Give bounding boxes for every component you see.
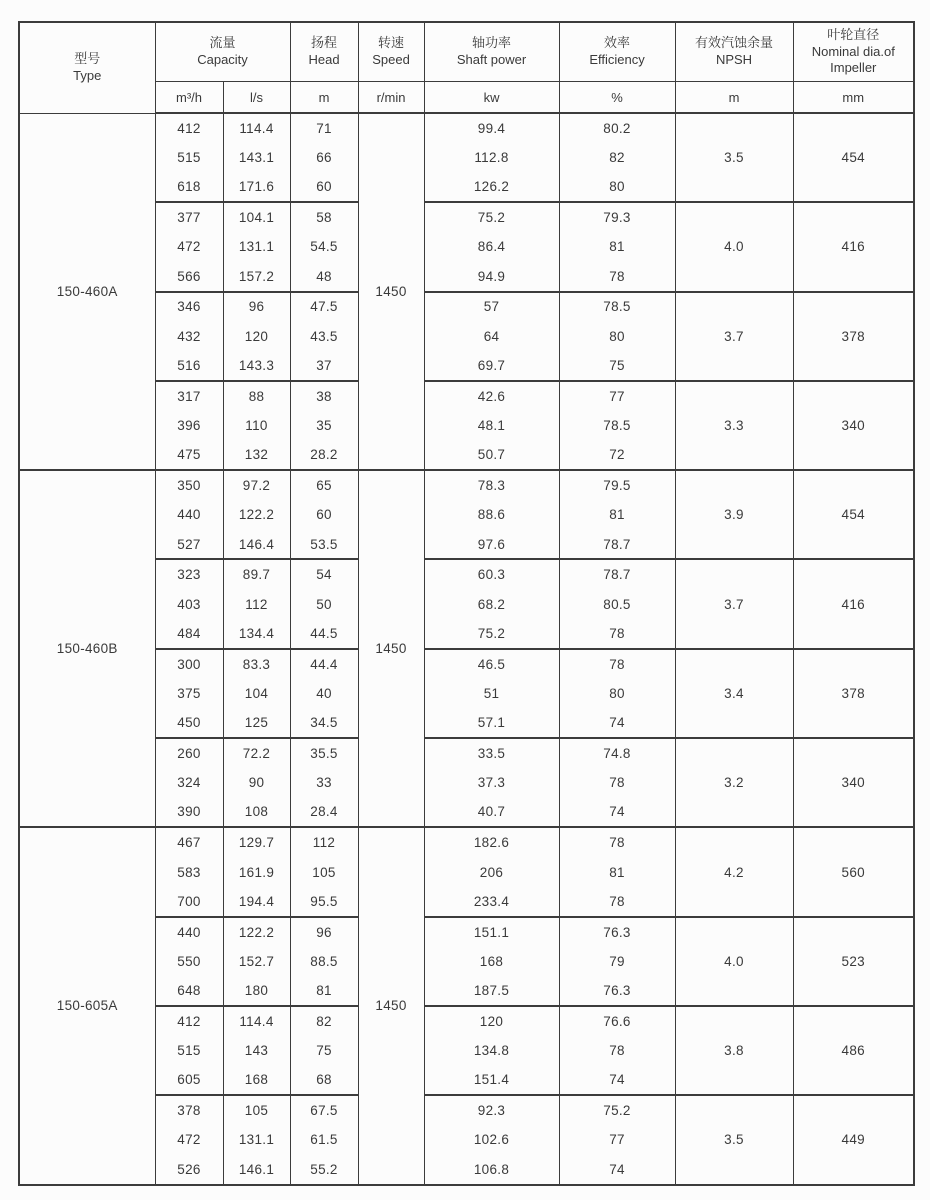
header-labels-row bbox=[19, 22, 914, 82]
head-cell: 81 bbox=[290, 976, 358, 1006]
efficiency-cell: 74 bbox=[559, 798, 675, 828]
shaft-power-cell: 78.3 bbox=[424, 470, 559, 500]
shaft-power-cell: 88.6 bbox=[424, 500, 559, 530]
shaft-power-cell: 99.4 bbox=[424, 113, 559, 143]
capacity-ls-cell: 104.1 bbox=[223, 202, 290, 232]
col-header-capacity-en: Capacity bbox=[197, 52, 248, 67]
shaft-power-cell: 151.4 bbox=[424, 1066, 559, 1096]
impeller-cell: 340 bbox=[793, 738, 914, 827]
capacity-m3h-cell: 377 bbox=[155, 202, 223, 232]
table-header bbox=[19, 22, 914, 113]
col-header-npsh-zh: 有效汽蚀余量 bbox=[695, 35, 774, 51]
capacity-m3h-cell: 350 bbox=[155, 470, 223, 500]
capacity-ls-cell: 122.2 bbox=[223, 500, 290, 530]
head-cell: 44.4 bbox=[290, 649, 358, 679]
col-header-efficiency-en: Efficiency bbox=[589, 52, 645, 67]
capacity-ls-cell: 108 bbox=[223, 798, 290, 828]
npsh-cell: 3.7 bbox=[675, 292, 793, 381]
head-cell: 75 bbox=[290, 1036, 358, 1066]
capacity-m3h-cell: 472 bbox=[155, 1125, 223, 1155]
capacity-m3h-cell: 450 bbox=[155, 708, 223, 738]
capacity-ls-cell: 129.7 bbox=[223, 827, 290, 857]
shaft-power-cell: 233.4 bbox=[424, 887, 559, 917]
unit-impeller: mm bbox=[793, 82, 914, 114]
capacity-m3h-cell: 440 bbox=[155, 917, 223, 947]
speed-cell: 1450 bbox=[358, 827, 424, 1184]
head-cell: 60 bbox=[290, 173, 358, 203]
capacity-m3h-cell: 375 bbox=[155, 679, 223, 709]
shaft-power-cell: 48.1 bbox=[424, 411, 559, 441]
efficiency-cell: 78.7 bbox=[559, 559, 675, 589]
impeller-cell: 416 bbox=[793, 202, 914, 291]
head-cell: 88.5 bbox=[290, 946, 358, 976]
capacity-ls-cell: 131.1 bbox=[223, 232, 290, 262]
table-body bbox=[19, 113, 914, 1185]
head-cell: 35.5 bbox=[290, 738, 358, 768]
type-cell: 150-460A bbox=[19, 113, 155, 470]
efficiency-cell: 78 bbox=[559, 827, 675, 857]
capacity-m3h-cell: 515 bbox=[155, 143, 223, 173]
impeller-cell: 378 bbox=[793, 649, 914, 738]
efficiency-cell: 79 bbox=[559, 946, 675, 976]
col-header-npsh-en: NPSH bbox=[715, 52, 753, 67]
capacity-ls-cell: 146.4 bbox=[223, 530, 290, 560]
efficiency-cell: 82 bbox=[559, 143, 675, 173]
shaft-power-cell: 97.6 bbox=[424, 530, 559, 560]
shaft-power-cell: 86.4 bbox=[424, 232, 559, 262]
capacity-m3h-cell: 566 bbox=[155, 262, 223, 292]
head-cell: 28.4 bbox=[290, 798, 358, 828]
npsh-cell: 3.9 bbox=[675, 470, 793, 559]
head-cell: 112 bbox=[290, 827, 358, 857]
impeller-cell: 454 bbox=[793, 470, 914, 559]
impeller-cell: 486 bbox=[793, 1006, 914, 1095]
capacity-ls-cell: 83.3 bbox=[223, 649, 290, 679]
type-cell: 150-605A bbox=[19, 827, 155, 1184]
head-cell: 47.5 bbox=[290, 292, 358, 322]
shaft-power-cell: 112.8 bbox=[424, 143, 559, 173]
speed-cell: 1450 bbox=[358, 113, 424, 470]
col-header-capacity bbox=[155, 22, 290, 82]
capacity-m3h-cell: 605 bbox=[155, 1066, 223, 1096]
impeller-cell: 560 bbox=[793, 827, 914, 916]
efficiency-cell: 78 bbox=[559, 619, 675, 649]
efficiency-cell: 74 bbox=[559, 1066, 675, 1096]
col-header-efficiency bbox=[559, 22, 675, 82]
head-cell: 54.5 bbox=[290, 232, 358, 262]
efficiency-cell: 78 bbox=[559, 768, 675, 798]
col-header-impeller bbox=[793, 22, 914, 82]
shaft-power-cell: 40.7 bbox=[424, 798, 559, 828]
efficiency-cell: 80.2 bbox=[559, 113, 675, 143]
capacity-m3h-cell: 648 bbox=[155, 976, 223, 1006]
unit-ls: l/s bbox=[223, 82, 290, 114]
efficiency-cell: 79.3 bbox=[559, 202, 675, 232]
head-cell: 96 bbox=[290, 917, 358, 947]
capacity-m3h-cell: 527 bbox=[155, 530, 223, 560]
col-header-impeller-en: Nominal dia.of bbox=[811, 43, 895, 59]
shaft-power-cell: 92.3 bbox=[424, 1095, 559, 1125]
npsh-cell: 4.0 bbox=[675, 917, 793, 1006]
efficiency-cell: 78.5 bbox=[559, 292, 675, 322]
type-cell: 150-460B bbox=[19, 470, 155, 827]
capacity-m3h-cell: 300 bbox=[155, 649, 223, 679]
impeller-cell: 454 bbox=[793, 113, 914, 202]
shaft-power-cell: 42.6 bbox=[424, 381, 559, 411]
capacity-ls-cell: 194.4 bbox=[223, 887, 290, 917]
capacity-m3h-cell: 515 bbox=[155, 1036, 223, 1066]
capacity-ls-cell: 89.7 bbox=[223, 559, 290, 589]
npsh-cell: 4.2 bbox=[675, 827, 793, 916]
col-header-speed-zh: 转速 bbox=[378, 35, 405, 51]
shaft-power-cell: 60.3 bbox=[424, 559, 559, 589]
efficiency-cell: 76.6 bbox=[559, 1006, 675, 1036]
capacity-m3h-cell: 484 bbox=[155, 619, 223, 649]
capacity-m3h-cell: 516 bbox=[155, 351, 223, 381]
capacity-m3h-cell: 526 bbox=[155, 1155, 223, 1185]
npsh-cell: 3.5 bbox=[675, 113, 793, 202]
pump-spec-table bbox=[18, 21, 915, 1186]
head-cell: 40 bbox=[290, 679, 358, 709]
capacity-m3h-cell: 403 bbox=[155, 589, 223, 619]
capacity-ls-cell: 125 bbox=[223, 708, 290, 738]
head-cell: 50 bbox=[290, 589, 358, 619]
col-header-efficiency-zh: 效率 bbox=[604, 35, 631, 51]
head-cell: 68 bbox=[290, 1066, 358, 1096]
shaft-power-cell: 187.5 bbox=[424, 976, 559, 1006]
col-header-head bbox=[290, 22, 358, 82]
shaft-power-cell: 57.1 bbox=[424, 708, 559, 738]
capacity-ls-cell: 131.1 bbox=[223, 1125, 290, 1155]
head-cell: 65 bbox=[290, 470, 358, 500]
capacity-ls-cell: 134.4 bbox=[223, 619, 290, 649]
capacity-m3h-cell: 467 bbox=[155, 827, 223, 857]
impeller-cell: 523 bbox=[793, 917, 914, 1006]
efficiency-cell: 80 bbox=[559, 173, 675, 203]
capacity-ls-cell: 104 bbox=[223, 679, 290, 709]
capacity-m3h-cell: 396 bbox=[155, 411, 223, 441]
capacity-ls-cell: 114.4 bbox=[223, 1006, 290, 1036]
head-cell: 44.5 bbox=[290, 619, 358, 649]
efficiency-cell: 78 bbox=[559, 887, 675, 917]
npsh-cell: 3.7 bbox=[675, 559, 793, 648]
col-header-impeller-en2: Impeller bbox=[830, 60, 877, 76]
efficiency-cell: 80 bbox=[559, 321, 675, 351]
shaft-power-cell: 75.2 bbox=[424, 619, 559, 649]
efficiency-cell: 75 bbox=[559, 351, 675, 381]
shaft-power-cell: 68.2 bbox=[424, 589, 559, 619]
capacity-ls-cell: 152.7 bbox=[223, 946, 290, 976]
npsh-cell: 3.5 bbox=[675, 1095, 793, 1184]
capacity-m3h-cell: 412 bbox=[155, 113, 223, 143]
speed-cell: 1450 bbox=[358, 470, 424, 827]
efficiency-cell: 72 bbox=[559, 440, 675, 470]
shaft-power-cell: 106.8 bbox=[424, 1155, 559, 1185]
head-cell: 33 bbox=[290, 768, 358, 798]
shaft-power-cell: 33.5 bbox=[424, 738, 559, 768]
capacity-ls-cell: 88 bbox=[223, 381, 290, 411]
unit-efficiency: % bbox=[559, 82, 675, 114]
efficiency-cell: 80.5 bbox=[559, 589, 675, 619]
capacity-m3h-cell: 323 bbox=[155, 559, 223, 589]
capacity-ls-cell: 168 bbox=[223, 1066, 290, 1096]
npsh-cell: 3.3 bbox=[675, 381, 793, 470]
col-header-npsh bbox=[675, 22, 793, 82]
shaft-power-cell: 134.8 bbox=[424, 1036, 559, 1066]
head-cell: 60 bbox=[290, 500, 358, 530]
table-row bbox=[19, 470, 914, 500]
capacity-m3h-cell: 550 bbox=[155, 946, 223, 976]
efficiency-cell: 74.8 bbox=[559, 738, 675, 768]
shaft-power-cell: 37.3 bbox=[424, 768, 559, 798]
efficiency-cell: 80 bbox=[559, 679, 675, 709]
impeller-cell: 340 bbox=[793, 381, 914, 470]
head-cell: 53.5 bbox=[290, 530, 358, 560]
capacity-ls-cell: 114.4 bbox=[223, 113, 290, 143]
capacity-m3h-cell: 583 bbox=[155, 857, 223, 887]
efficiency-cell: 75.2 bbox=[559, 1095, 675, 1125]
efficiency-cell: 77 bbox=[559, 381, 675, 411]
capacity-m3h-cell: 700 bbox=[155, 887, 223, 917]
shaft-power-cell: 120 bbox=[424, 1006, 559, 1036]
capacity-m3h-cell: 324 bbox=[155, 768, 223, 798]
capacity-m3h-cell: 346 bbox=[155, 292, 223, 322]
col-header-head-zh: 扬程 bbox=[311, 35, 338, 51]
capacity-m3h-cell: 618 bbox=[155, 173, 223, 203]
efficiency-cell: 78 bbox=[559, 649, 675, 679]
head-cell: 37 bbox=[290, 351, 358, 381]
head-cell: 58 bbox=[290, 202, 358, 232]
capacity-ls-cell: 143.3 bbox=[223, 351, 290, 381]
unit-shaft-power: kw bbox=[424, 82, 559, 114]
shaft-power-cell: 151.1 bbox=[424, 917, 559, 947]
efficiency-cell: 79.5 bbox=[559, 470, 675, 500]
efficiency-cell: 78.7 bbox=[559, 530, 675, 560]
unit-npsh: m bbox=[675, 82, 793, 114]
table-row bbox=[19, 113, 914, 143]
unit-m3h: m³/h bbox=[155, 82, 223, 114]
datasheet-page bbox=[18, 21, 915, 1186]
capacity-m3h-cell: 390 bbox=[155, 798, 223, 828]
efficiency-cell: 76.3 bbox=[559, 976, 675, 1006]
capacity-ls-cell: 96 bbox=[223, 292, 290, 322]
capacity-ls-cell: 110 bbox=[223, 411, 290, 441]
capacity-ls-cell: 157.2 bbox=[223, 262, 290, 292]
unit-head: m bbox=[290, 82, 358, 114]
capacity-m3h-cell: 412 bbox=[155, 1006, 223, 1036]
shaft-power-cell: 57 bbox=[424, 292, 559, 322]
capacity-ls-cell: 122.2 bbox=[223, 917, 290, 947]
capacity-m3h-cell: 472 bbox=[155, 232, 223, 262]
head-cell: 34.5 bbox=[290, 708, 358, 738]
efficiency-cell: 81 bbox=[559, 500, 675, 530]
unit-speed: r/min bbox=[358, 82, 424, 114]
efficiency-cell: 74 bbox=[559, 1155, 675, 1185]
col-header-speed-en: Speed bbox=[372, 52, 410, 67]
head-cell: 61.5 bbox=[290, 1125, 358, 1155]
shaft-power-cell: 94.9 bbox=[424, 262, 559, 292]
capacity-ls-cell: 112 bbox=[223, 589, 290, 619]
col-header-capacity-zh: 流量 bbox=[209, 35, 236, 51]
col-header-type bbox=[19, 22, 155, 113]
capacity-ls-cell: 90 bbox=[223, 768, 290, 798]
head-cell: 67.5 bbox=[290, 1095, 358, 1125]
head-cell: 105 bbox=[290, 857, 358, 887]
efficiency-cell: 78 bbox=[559, 262, 675, 292]
impeller-cell: 449 bbox=[793, 1095, 914, 1184]
efficiency-cell: 78.5 bbox=[559, 411, 675, 441]
capacity-m3h-cell: 378 bbox=[155, 1095, 223, 1125]
capacity-ls-cell: 105 bbox=[223, 1095, 290, 1125]
col-header-shaft-power-en: Shaft power bbox=[456, 52, 527, 67]
capacity-m3h-cell: 317 bbox=[155, 381, 223, 411]
capacity-ls-cell: 171.6 bbox=[223, 173, 290, 203]
capacity-ls-cell: 146.1 bbox=[223, 1155, 290, 1185]
head-cell: 71 bbox=[290, 113, 358, 143]
col-header-type-en: Type bbox=[73, 67, 102, 83]
col-header-shaft-power-zh: 轴功率 bbox=[472, 35, 512, 51]
shaft-power-cell: 126.2 bbox=[424, 173, 559, 203]
npsh-cell: 3.2 bbox=[675, 738, 793, 827]
capacity-ls-cell: 132 bbox=[223, 440, 290, 470]
efficiency-cell: 81 bbox=[559, 232, 675, 262]
capacity-m3h-cell: 432 bbox=[155, 321, 223, 351]
head-cell: 95.5 bbox=[290, 887, 358, 917]
efficiency-cell: 81 bbox=[559, 857, 675, 887]
shaft-power-cell: 168 bbox=[424, 946, 559, 976]
table-row bbox=[19, 827, 914, 857]
shaft-power-cell: 206 bbox=[424, 857, 559, 887]
shaft-power-cell: 51 bbox=[424, 679, 559, 709]
capacity-ls-cell: 180 bbox=[223, 976, 290, 1006]
capacity-ls-cell: 143 bbox=[223, 1036, 290, 1066]
capacity-m3h-cell: 475 bbox=[155, 440, 223, 470]
impeller-cell: 416 bbox=[793, 559, 914, 648]
col-header-impeller-zh: 叶轮直径 bbox=[827, 26, 880, 42]
head-cell: 35 bbox=[290, 411, 358, 441]
head-cell: 55.2 bbox=[290, 1155, 358, 1185]
shaft-power-cell: 46.5 bbox=[424, 649, 559, 679]
capacity-ls-cell: 72.2 bbox=[223, 738, 290, 768]
head-cell: 54 bbox=[290, 559, 358, 589]
shaft-power-cell: 69.7 bbox=[424, 351, 559, 381]
npsh-cell: 4.0 bbox=[675, 202, 793, 291]
capacity-m3h-cell: 440 bbox=[155, 500, 223, 530]
capacity-ls-cell: 143.1 bbox=[223, 143, 290, 173]
efficiency-cell: 74 bbox=[559, 708, 675, 738]
shaft-power-cell: 50.7 bbox=[424, 440, 559, 470]
col-header-type-zh: 型号 bbox=[74, 50, 101, 66]
npsh-cell: 3.4 bbox=[675, 649, 793, 738]
capacity-ls-cell: 120 bbox=[223, 321, 290, 351]
capacity-ls-cell: 97.2 bbox=[223, 470, 290, 500]
shaft-power-cell: 102.6 bbox=[424, 1125, 559, 1155]
col-header-speed bbox=[358, 22, 424, 82]
efficiency-cell: 76.3 bbox=[559, 917, 675, 947]
head-cell: 38 bbox=[290, 381, 358, 411]
head-cell: 82 bbox=[290, 1006, 358, 1036]
efficiency-cell: 78 bbox=[559, 1036, 675, 1066]
shaft-power-cell: 75.2 bbox=[424, 202, 559, 232]
shaft-power-cell: 182.6 bbox=[424, 827, 559, 857]
head-cell: 43.5 bbox=[290, 321, 358, 351]
head-cell: 28.2 bbox=[290, 440, 358, 470]
col-header-shaft-power bbox=[424, 22, 559, 82]
impeller-cell: 378 bbox=[793, 292, 914, 381]
head-cell: 48 bbox=[290, 262, 358, 292]
shaft-power-cell: 64 bbox=[424, 321, 559, 351]
capacity-m3h-cell: 260 bbox=[155, 738, 223, 768]
npsh-cell: 3.8 bbox=[675, 1006, 793, 1095]
capacity-ls-cell: 161.9 bbox=[223, 857, 290, 887]
head-cell: 66 bbox=[290, 143, 358, 173]
col-header-head-en: Head bbox=[308, 52, 340, 67]
efficiency-cell: 77 bbox=[559, 1125, 675, 1155]
